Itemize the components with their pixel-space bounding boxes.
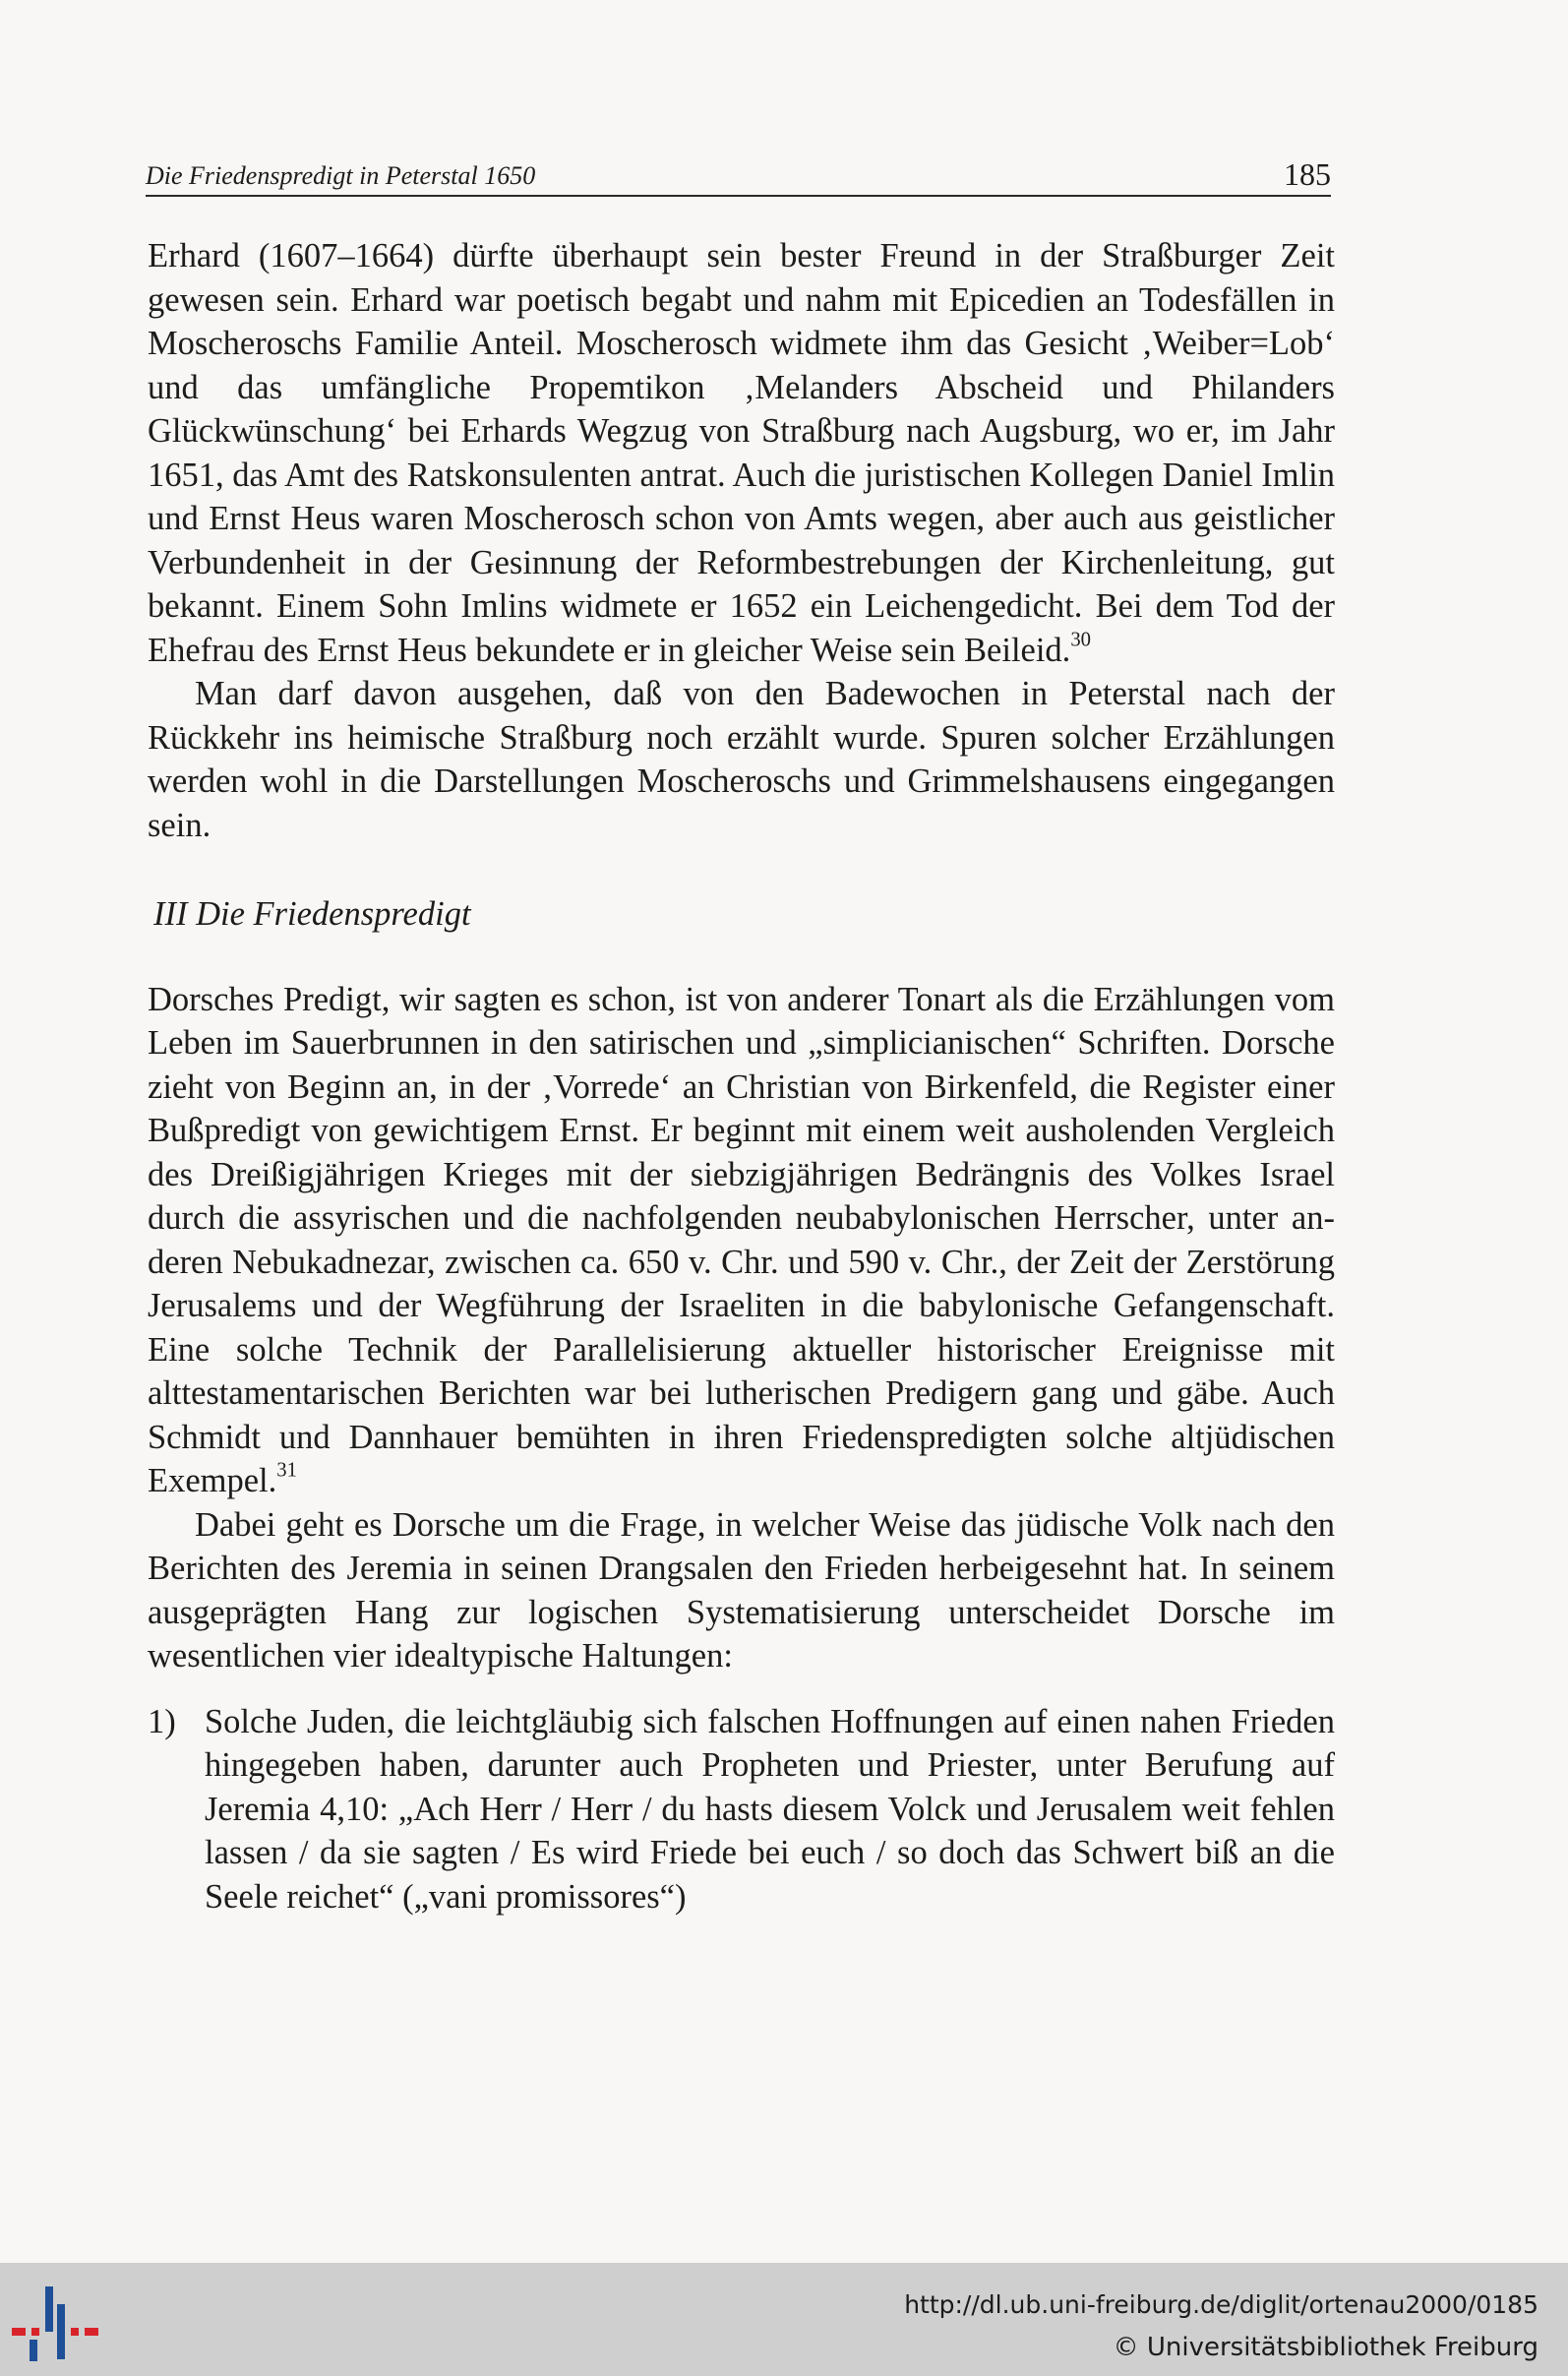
running-title: Die Friedenspredigt in Peterstal 1650: [146, 161, 536, 190]
list-item-text: Solche Juden, die leichtgläubig sich falschen Hoffnungen auf einen nahen Frieden hingegeben haben, darunter auch Propheten und Priester, unter Berufung auf Jeremia 4,10: „Ach Herr / Herr / du hasts diesem Volck und Jerusalem weit fehlen lassen / da sie sagten / Es wird Friede bei euch / so doch das Schwert biß an die Seele reichet“ („vani promissores“): [205, 1702, 1335, 1916]
paragraph-4: Dabei geht es Dorsche um die Frage, in welcher Weise das jüdische Volk nach den Berichten des Jeremia in seinen Drangsalen den Frieden herbeigesehnt hat. In seinem ausgeprägten Hang zur logischen Systematisierung unterscheidet Dorsche im wesentlichen vier idealtypische Haltungen:: [148, 1505, 1335, 1675]
footer-bar: [0, 2263, 1568, 2376]
paragraph-1: [148, 234, 1335, 672]
copyright-notice: © Universitätsbibliothek Freiburg: [1113, 2333, 1538, 2362]
paragraph-2: Man darf davon ausgehen, daß von den Badewochen in Peterstal nach der Rückkehr ins heimische Straßburg noch erzählt wurde. Spuren solcher Erzählungen werden wohl in die Darstellungen Moscheroschs und Grimmelshausens eingegangen sein.: [148, 675, 1335, 844]
page-number: 185: [1284, 156, 1331, 192]
paragraph-1-text: Erhard (1607–1664) dürfte überhaupt sein bester Freund in der Straßburger Zeit gewesen sein. Erhard war poetisch begabt und nahm mit Epicedien an Todesfällen in Moscheroschs Familie Anteil. Moscherosch widmete ihm das Gesicht ‚Weiber=Lob‘ und das umfängliche Propemtikon ‚Melanders Abscheid und Philanders Glückwünschung‘ bei Erhards Wegzug von Straßburg nach Augsburg, wo er, im Jahr 1651, das Amt des Ratskonsulenten antrat. Auch die juristischen Kollegen Daniel Imlin und Ernst Heus waren Moscherosch schon von Amts wegen, aber auch aus geistlicher Verbundenheit in der Gesinnung der Reformbestrebungen der Kirchenleitung, gut bekannt. Einem Sohn Imlins widmete er 1652 ein Leichengedicht. Bei dem Tod der Ehefrau des Ernst Heus bekundete er in gleicher Weise sein Beileid.: [148, 237, 1335, 669]
footnote-ref-31[interactable]: 31: [276, 1459, 297, 1482]
paragraph-3: [148, 978, 1335, 1503]
source-url-link[interactable]: http://dl.ub.uni-freiburg.de/diglit/ortenau2000/0185: [904, 2290, 1538, 2319]
section-heading: III Die Friedenspredigt: [153, 895, 471, 933]
list-item-number: 1): [148, 1702, 176, 1740]
paragraph-3-text: Dorsches Predigt, wir sagten es schon, ist von anderer Tonart als die Erzählungen vom Leben im Sauerbrunnen in den satirischen und „simplicianischen“ Schriften. Dorsche zieht von Beginn an, in der ‚Vorrede‘ an Christian von Birkenfeld, die Register einer Bußpredigt von gewichtigem Ernst. Er beginnt mit einem weit ausholenden Vergleich des Dreißigjährigen Krieges mit der siebzigjährigen Bedrängnis des Volkes Israel durch die assyrischen und die nachfolgenden neubabylonischen Herrscher, unter anderen Nebukadnezar, zwischen ca. 650 v. Chr. und 590 v. Chr., der Zeit der Zerstörung Jerusalems und der Wegführung der Israeliten in die babylonische Gefangenschaft. Eine solche Technik der Parallelisierung aktueller historischer Ereignisse mit alttestamentarischen Berichten war bei lutherischen Predigern gang und gäbe. Auch Schmidt und Dannhauer bemühten in ihren Friedenspredigten solche altjüdischen Exempel.: [148, 980, 1335, 1499]
footnote-ref-30[interactable]: 30: [1070, 628, 1091, 650]
ub-freiburg-logo-icon[interactable]: [10, 2281, 100, 2365]
running-header: [146, 148, 1331, 197]
list-item: [148, 1700, 1335, 1919]
body-text: [148, 234, 1335, 1919]
